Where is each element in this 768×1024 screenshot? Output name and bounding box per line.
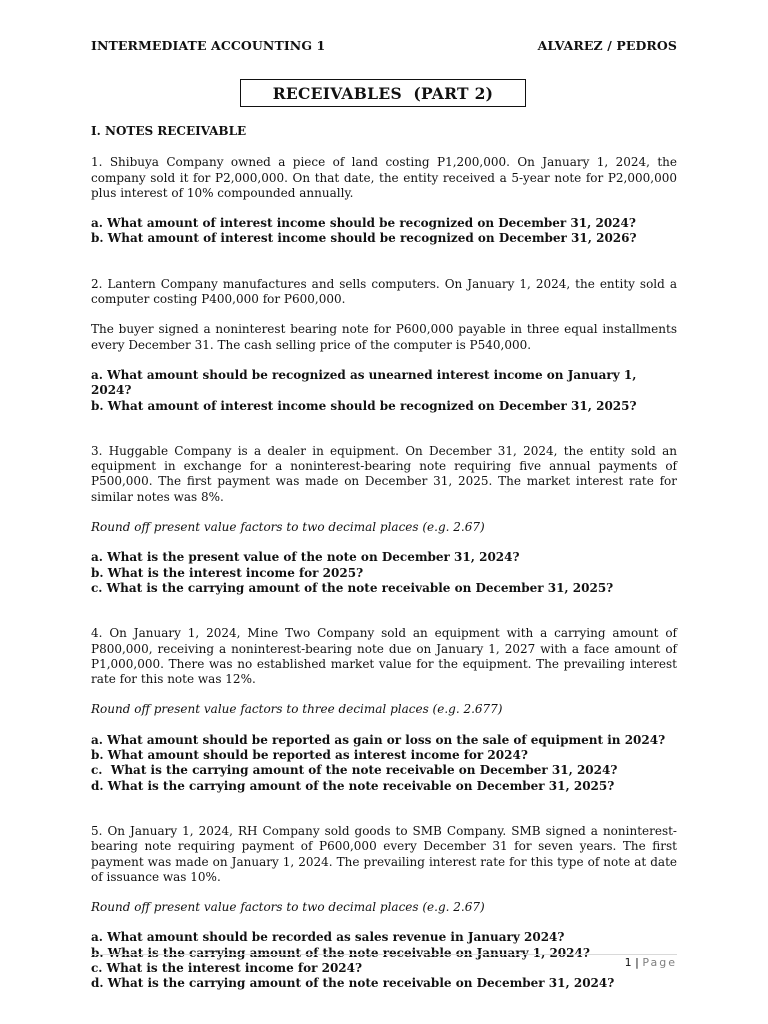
question-item: a. What amount should be reported as gain or loss on the sale of equipment in 2024? [91,732,666,747]
rounding-note: Round off present value factors to two decimal places (e.g. 2.67) [91,520,485,535]
question-list [91,930,677,991]
problem-list [91,155,677,991]
question-list [91,368,677,414]
page-number: 1 [624,956,632,969]
question-item: a. What is the present value of the note on December 31, 2024? [91,550,520,565]
question-item: a. What amount of interest income should be recognized on December 31, 2024? [91,216,636,231]
document-title: RECEIVABLES (PART 2) [272,83,494,103]
question-item: c. What is the interest income for 2024? [91,960,363,975]
problem-4 [91,626,677,794]
course-title: INTERMEDIATE ACCOUNTING 1 [91,38,326,53]
document-body [91,124,677,992]
question-item: b. What is the carrying amount of the note receivable on January 1, 2024? [91,945,590,960]
question-list [91,550,677,596]
question-item: a. What amount should be recorded as sales revenue in January 2024? [91,930,565,945]
question-item: b. What amount of interest income should be recognized on December 31, 2025? [91,398,637,413]
question-item: b. What is the interest income for 2025? [91,565,364,580]
problem-1 [91,155,677,246]
problem-paragraph: 2. Lantern Company manufactures and sells computers. On January 1, 2024, the entity sold a computer costing P400,000 for P600,000. [91,276,677,307]
page-separator: | [631,956,643,969]
problem-5 [91,824,677,992]
page-footer [625,956,677,969]
question-item: c. What is the carrying amount of the note receivable on December 31, 2025? [91,580,614,595]
problem-paragraph: 5. On January 1, 2024, RH Company sold goods to SMB Company. SMB signed a noninterest-bearing note requiring payment of P600,000 every December 31 for seven years. The first payment was made on January 1, 2024. The prevailing interest rate for this type of note at date of issuance was 10%. [91,823,677,884]
rounding-note: Round off present value factors to two decimal places (e.g. 2.67) [91,900,485,915]
question-item: d. What is the carrying amount of the note receivable on December 31, 2025? [91,778,615,793]
problem-2 [91,277,677,414]
footer-divider [91,954,677,955]
problem-paragraph: 4. On January 1, 2024, Mine Two Company sold an equipment with a carrying amount of P800,000, receiving a noninterest-bearing note due on January 1, 2027 with a face amount of P1,000,000. There was no established market value for the equipment. The prevailing interest rate for this note was 12%. [91,626,677,687]
problem-paragraph: The buyer signed a noninterest bearing note for P600,000 payable in three equal installments every December 31. The cash selling price of the computer is P540,000. [91,322,677,352]
question-list [91,733,677,794]
problem-paragraph: 3. Huggable Company is a dealer in equipment. On December 31, 2024, the entity sold an equipment in exchange for a noninterest-bearing note requiring five annual payments of P500,000. The first payment was made on December 31, 2025. The market interest rate for similar notes was 8%. [91,443,677,504]
authors: ALVAREZ / PEDROS [537,38,677,53]
page-label: Page [642,956,677,969]
rounding-note: Round off present value factors to three decimal places (e.g. 2.677) [91,702,503,717]
question-item: d. What is the carrying amount of the note receivable on December 31, 2024? [91,976,615,991]
section-heading: I. NOTES RECEIVABLE [91,124,247,138]
document-title-box [240,79,526,107]
page-header [91,38,677,53]
problem-paragraph: 1. Shibuya Company owned a piece of land costing P1,200,000. On January 1, 2024, the company sold it for P2,000,000. On that date, the entity received a 5-year note for P2,000,000 plus interest of 10% compounded annually. [91,155,677,200]
problem-3 [91,444,677,596]
question-list [91,216,677,247]
question-item: b. What amount should be reported as interest income for 2024? [91,748,528,763]
question-item: b. What amount of interest income should be recognized on December 31, 2026? [91,231,637,246]
question-item: a. What amount should be recognized as unearned interest income on January 1, 2024? [91,367,641,398]
question-item: c. What is the carrying amount of the note receivable on December 31, 2024? [91,763,618,778]
